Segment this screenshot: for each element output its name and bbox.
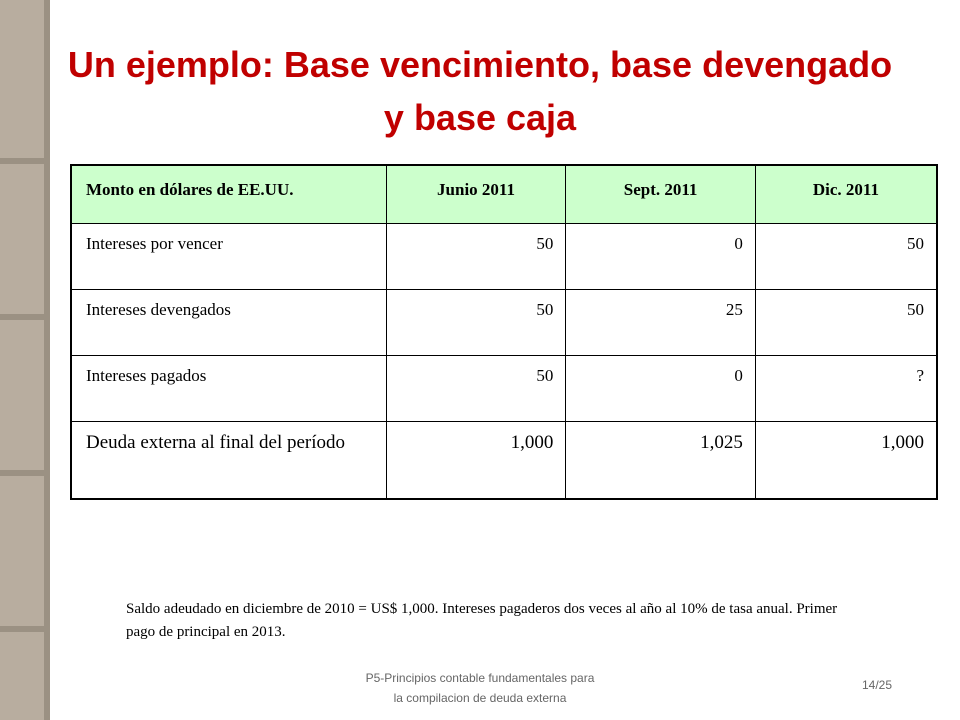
sidebar-notch	[0, 626, 50, 632]
footnote-text: Saldo adeudado en diciembre de 2010 = US$ 1,000. Intereses pagaderos dos veces al año al 10% de tasa anual. Primer pago de principal en 2013.	[126, 601, 838, 640]
sidebar-notch	[0, 470, 50, 476]
interest-table	[70, 164, 938, 500]
cell-value: 50	[386, 289, 566, 355]
table-row	[71, 289, 937, 355]
header-amount: Monto en dólares de EE.UU.	[71, 165, 386, 223]
cell-value: 50	[386, 223, 566, 289]
cell-value: 0	[566, 223, 756, 289]
cell-value: 50	[755, 289, 937, 355]
sidebar-notch	[0, 314, 50, 320]
row-label: Intereses devengados	[71, 289, 386, 355]
table-row	[71, 355, 937, 421]
slide-title: Un ejemplo: Base vencimiento, base devengado y base caja	[67, 44, 893, 138]
header-sept-2011: Sept. 2011	[566, 165, 756, 223]
table-header-row	[71, 165, 937, 223]
slide-footer	[320, 668, 640, 708]
header-dec-2011: Dic. 2011	[755, 165, 937, 223]
cell-value: 50	[755, 223, 937, 289]
cell-value: 25	[566, 289, 756, 355]
row-label: Intereses pagados	[71, 355, 386, 421]
cell-value: 50	[386, 355, 566, 421]
sidebar-decoration	[0, 0, 44, 720]
cell-value: 1,000	[755, 421, 937, 499]
table-row	[71, 223, 937, 289]
sidebar-edge	[44, 0, 50, 720]
table-row	[71, 421, 937, 499]
page-number: 14/25	[862, 678, 893, 692]
sidebar-notch	[0, 158, 50, 164]
footer-line-1: P5-Principios contable fundamentales para	[365, 671, 595, 685]
cell-value: 1,025	[566, 421, 756, 499]
header-june-2011: Junio 2011	[386, 165, 566, 223]
cell-value: 1,000	[386, 421, 566, 499]
footer-line-2: la compilacion de deuda externa	[393, 691, 567, 705]
row-label: Intereses por vencer	[71, 223, 386, 289]
row-label: Deuda externa al final del período	[71, 421, 386, 499]
cell-value: ?	[755, 355, 937, 421]
cell-value: 0	[566, 355, 756, 421]
